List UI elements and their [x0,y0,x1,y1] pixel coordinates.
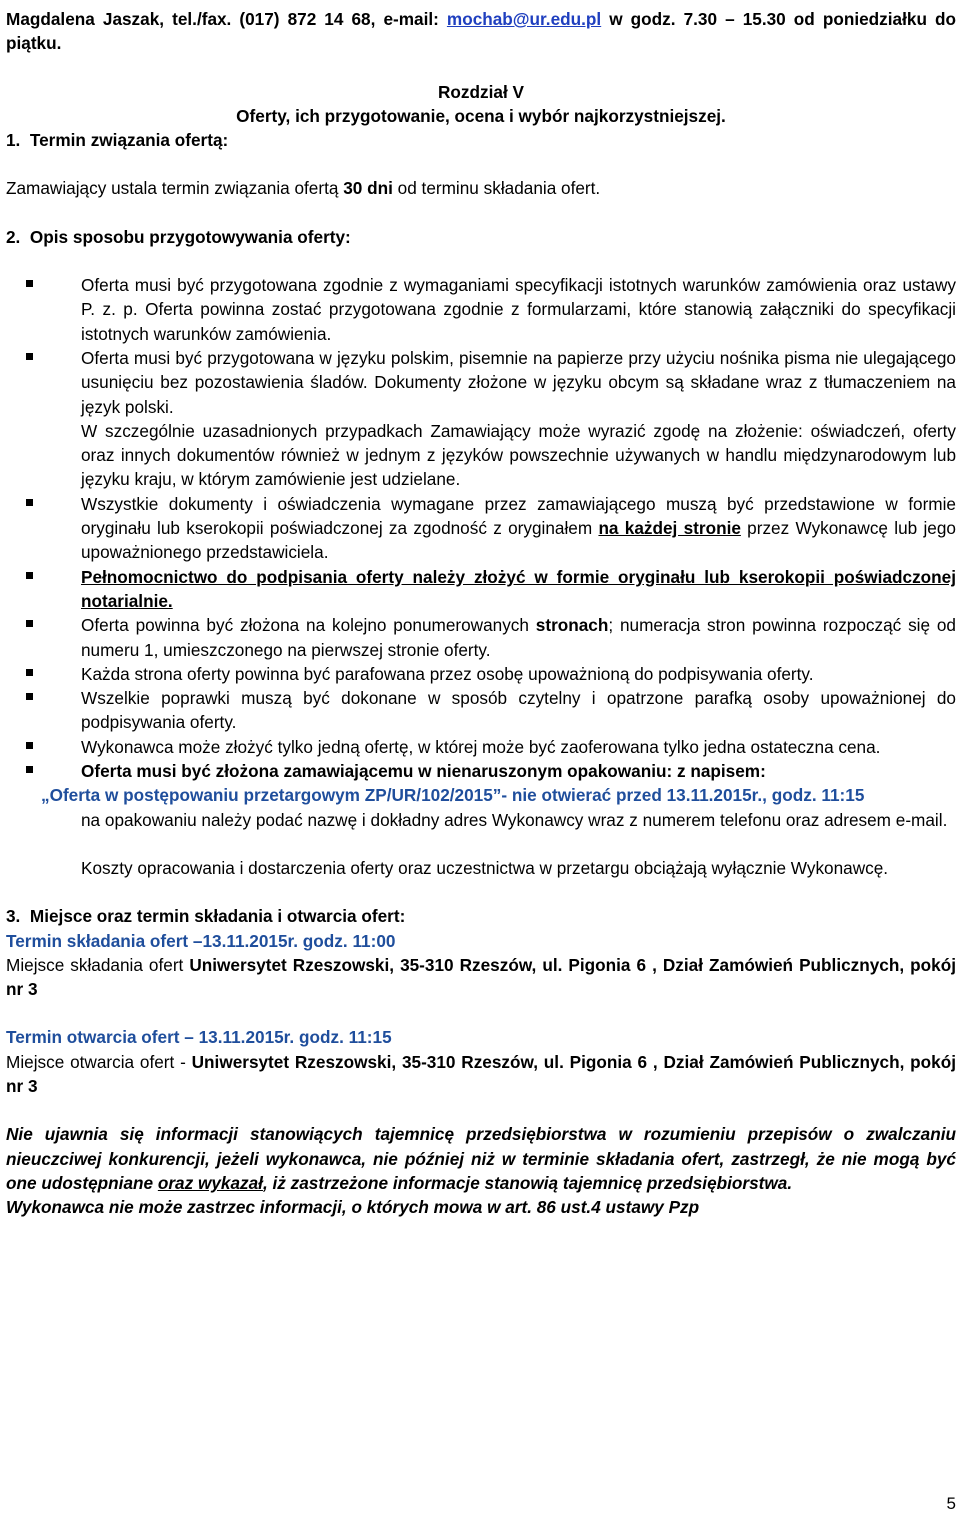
list-item [6,662,956,686]
office-hours: w godz. 7.30 – 15.30 od poniedziałku do piątku. [6,9,957,54]
contact-line [6,7,956,56]
bullet-icon [26,353,33,360]
list-item-emphasis: stronach [535,615,609,636]
list-item-emphasis: na każdej stronie [598,518,741,539]
submission-place-label: Miejsce składania ofert [6,954,190,975]
bullet-icon [26,742,33,749]
costs-note: Koszty opracowania i dostarczenia oferty oraz uczestnictwa w przetargu obciążają wyłącznie Wykonawcę. [81,857,889,878]
document-page [6,7,956,1219]
list-item [6,492,956,565]
page-number: 5 [946,1493,956,1513]
list-item [6,346,956,419]
chapter-title: Oferty, ich przygotowanie, ocena i wybór najkorzystniejszej. [236,105,726,126]
binding-period-text [6,176,956,200]
art86-note: Wykonawca nie może zastrzec informacji, o których mowa w art. 86 ust.4 ustawy Pzp [6,1197,700,1218]
list-item-text: W szczególnie uzasadnionych przypadkach Zamawiający może wyrazić zgodę na złożenie: oświadczeń, oferty oraz innych dokumentów również w jednym z języków powszechnie używanych w handlu międzynarodowym lub języku kraju, w którym zamówienie jest udzielane. [81,420,956,490]
opening-deadline: Termin otwarcia ofert – 13.11.2015r. godz. 11:15 [6,1027,392,1048]
list-item-text: Oferta musi być przygotowana zgodnie z wymaganiami specyfikacji istotnych warunków zamówienia oraz ustawy P. z. p. Oferta powinna zostać przygotowana zgodnie z formularzami, które stanowią załączniki do specyfikacji istotnych warunków zamówienia. [81,275,956,344]
bullet-icon [26,280,33,287]
list-item [6,419,956,492]
confidentiality-emphasis: oraz wykazał [157,1172,263,1193]
chapter-number: Rozdział V [438,81,524,102]
opening-place-value: Uniwersytet Rzeszowski, 35-310 Rzeszów, ul. Pigonia 6 , Dział Zamówień Publicznych, pokój nr 3 [6,1051,956,1096]
list-item [6,613,956,662]
list-item [6,759,956,783]
confidentiality-clause [6,1122,956,1195]
list-item-text: Oferta musi być złożona zamawiającemu w nienaruszonym opakowaniu: z napisem: [81,761,766,782]
contact-text: Magdalena Jaszak, tel./fax. (017) 872 14 68, e-mail: [6,9,447,29]
submission-place-value: Uniwersytet Rzeszowski, 35-310 Rzeszów, ul. Pigonia 6 , Dział Zamówień Publicznych, pokój nr 3 [6,954,956,1000]
section-1-number: 1. [6,130,21,151]
binding-days: 30 dni [343,178,393,199]
list-item [6,735,956,759]
opening-place [6,1050,956,1099]
section-2-title: Opis sposobu przygotowywania oferty: [29,226,351,247]
list-item-text: Wszystkie dokumenty i oświadczenia wymagane przez zamawiającego muszą być przedstawione w formie oryginału lub kserokopii poświadczonej za zgodność z oryginałem [81,493,956,539]
section-3-number: 3. [6,906,21,927]
envelope-note: na opakowaniu należy podać nazwę i dokładny adres Wykonawcy wraz z numerem telefonu oraz adresem e-mail. [81,809,948,830]
list-item-text: ; numeracja stron powinna rozpocząć się od numeru 1, umieszczonego na pierwszej stronie oferty. [81,615,956,660]
email-link[interactable]: mochab@ur.edu.pl [446,9,602,29]
section-1-title: Termin związania ofertą: [29,130,229,151]
section-1-heading [6,128,956,152]
list-item-text: Każda strona oferty powinna być parafowana przez osobę upoważnioną do podpisywania oferty. [81,663,814,684]
section-2-heading [6,225,956,249]
confidentiality-text-a: Nie ujawnia się informacji stanowiących tajemnicę przedsiębiorstwa w rozumieniu przepisów o zwalczaniu nieuczciwej konkurencji, jeżeli wykonawca, nie później niż w terminie składania ofert, zastrzegł, że nie mogą być one udostępniane [6,1124,956,1193]
binding-text-b: od terminu składania ofert. [392,178,601,199]
list-item-text: Wszelkie poprawki muszą być dokonane w sposób czytelny i opatrzone parafką osoby upoważnionej do podpisywania oferty. [81,688,956,733]
section-2-number: 2. [6,226,21,247]
opening-place-label: Miejsce otwarcia ofert - [6,1051,192,1072]
bullet-icon [26,693,33,700]
list-item [6,565,956,614]
binding-text-a: Zamawiający ustala termin związania ofertą [6,178,344,199]
list-item [6,273,956,346]
bullet-icon [26,620,33,627]
bullet-icon [26,572,33,579]
submission-deadline: Termin składania ofert –13.11.2015r. godz. 11:00 [6,930,396,951]
list-item [6,686,956,735]
confidentiality-text-b: , iż zastrzeżone informacje stanowią tajemnicę przedsiębiorstwa. [262,1172,793,1193]
submission-place [6,953,956,1002]
bullet-icon [26,766,33,773]
bullet-icon [26,499,33,506]
section-3-heading [6,904,956,928]
list-item-text: Wykonawca może złożyć tylko jedną ofertę, w której może być zaoferowana tylko jedna ostateczna cena. [81,736,881,757]
list-item-text: Pełnomocnictwo do podpisania oferty należy złożyć w formie oryginału lub kserokopii poświadczonej notarialnie. [81,566,956,611]
requirements-list [6,273,956,783]
section-3-title: Miejsce oraz termin składania i otwarcia ofert: [29,906,406,927]
list-item-text: przez Wykonawcę lub jego upoważnionego przedstawiciela. [81,518,956,563]
list-item-text: Oferta powinna być złożona na kolejno ponumerowanych [81,615,536,636]
list-item-text: Oferta musi być przygotowana w języku polskim, pisemnie na papierze przy użyciu nośnika pisma nie ulegającego usunięciu bez pozostawienia śladów. Dokumenty złożone w języku obcym są składane wraz z tłumaczeniem na język polski. [81,347,956,417]
bullet-icon [26,669,33,676]
envelope-label: „Oferta w postępowaniu przetargowym ZP/UR/102/2015”- nie otwierać przed 13.11.2015r., godz. 11:15 [41,785,865,806]
